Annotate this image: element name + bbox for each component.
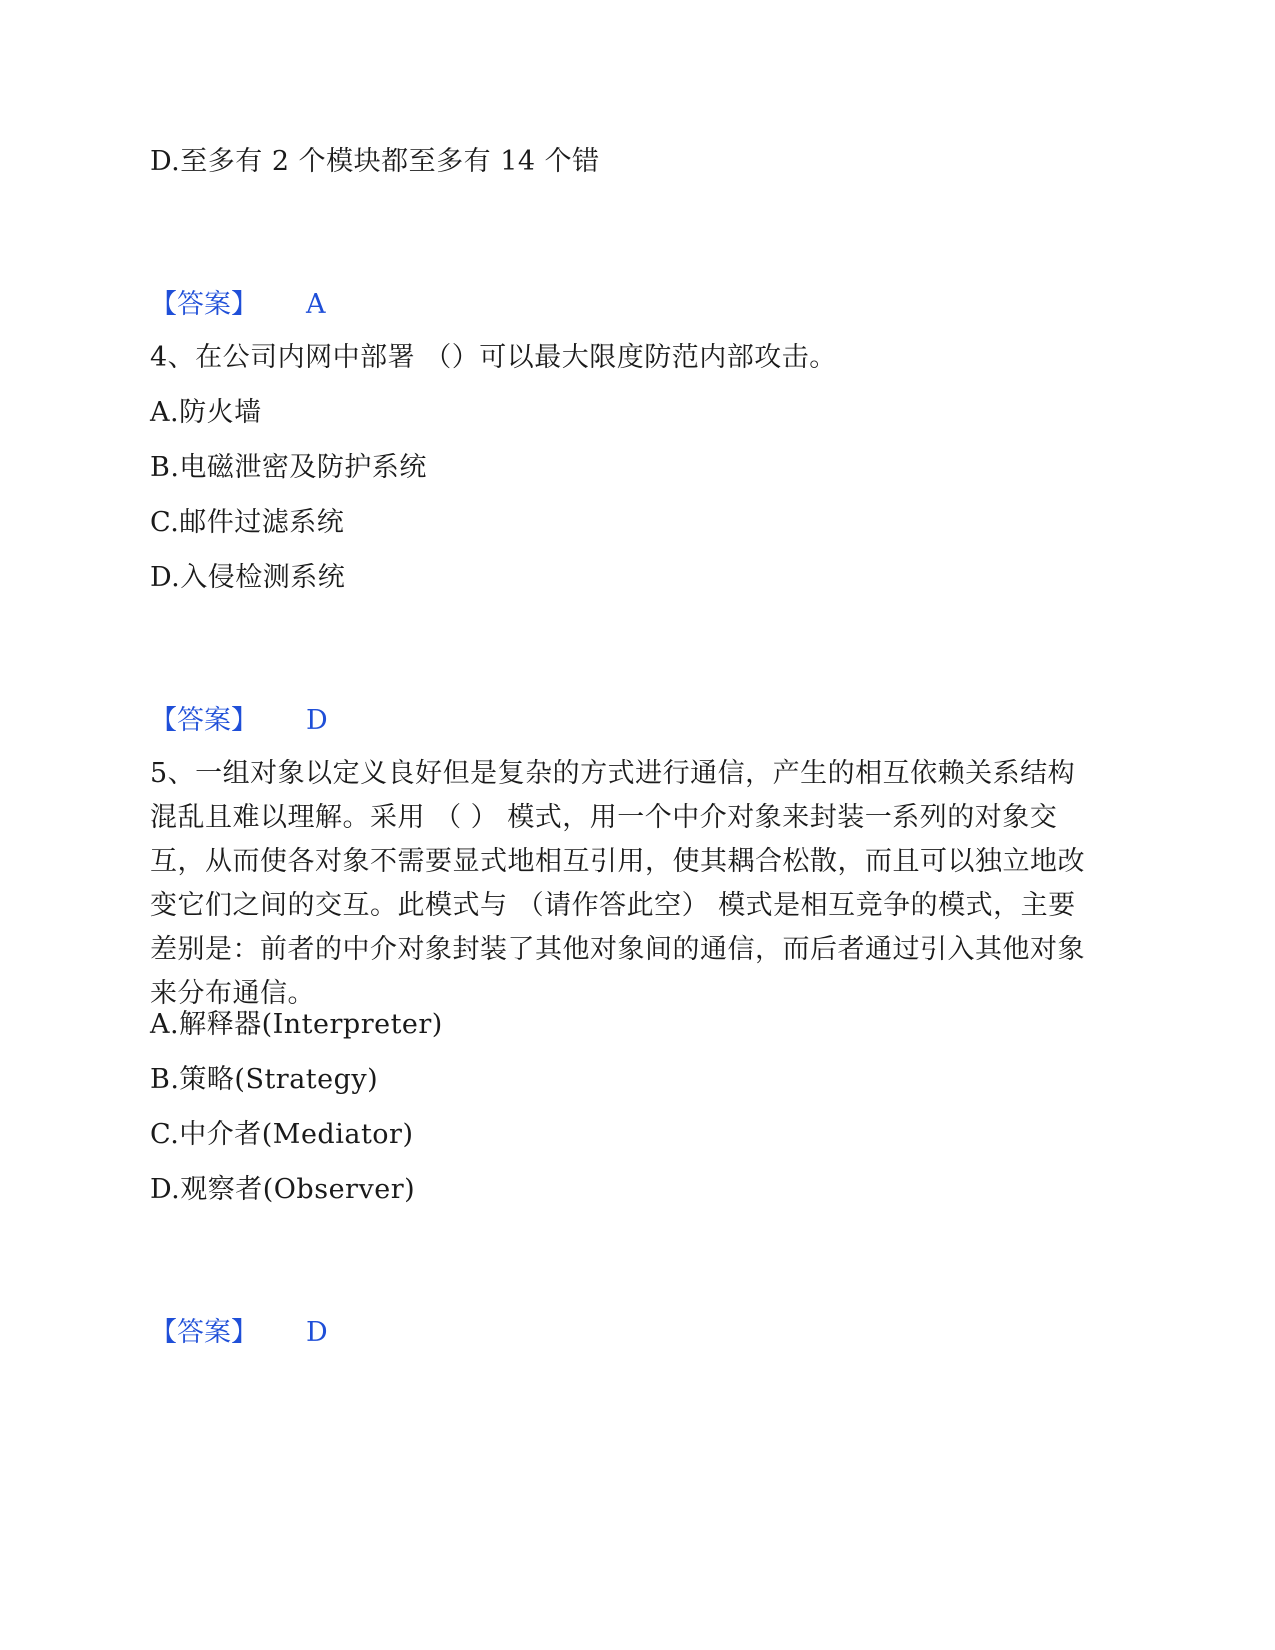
q4-option-b: B.电磁泄密及防护系统 bbox=[150, 452, 427, 483]
answer-value: A bbox=[306, 289, 326, 320]
answer-5 bbox=[150, 1318, 328, 1348]
q5-option-b: B.策略(Strategy) bbox=[150, 1064, 379, 1095]
answer-value: D bbox=[306, 705, 328, 736]
q4-option-c: C.邮件过滤系统 bbox=[150, 507, 345, 538]
answer-tag: 【答案】 bbox=[150, 705, 258, 736]
q3-option-d: D.至多有 2 个模块都至多有 14 个错 bbox=[150, 146, 600, 177]
answer-4 bbox=[150, 706, 328, 736]
q4-option-a: A.防火墙 bbox=[150, 397, 262, 428]
answer-tag: 【答案】 bbox=[150, 289, 258, 320]
q5-stem: 5、一组对象以定义良好但是复杂的方式进行通信，产生的相互依赖关系结构混乱且难以理解。采用 （ ） 模式，用一个中介对象来封装一系列的对象交互，从而使各对象不需要显式地相互引用，使其耦合松散，而且可以独立地改变它们之间的交互。此模式与 （请作答此空） 模式是相互竞争的模式，主要差别是：前者的中介对象封装了其他对象间的通信，而后者通过引入其他对象来分布通信。 bbox=[150, 758, 1085, 1009]
answer-3 bbox=[150, 290, 326, 320]
q4-stem: 4、在公司内网中部署 （）可以最大限度防范内部攻击。 bbox=[150, 342, 837, 373]
q5-option-d: D.观察者(Observer) bbox=[150, 1174, 416, 1205]
q5-option-a: A.解释器(Interpreter) bbox=[150, 1009, 443, 1040]
answer-tag: 【答案】 bbox=[150, 1317, 258, 1348]
q4-option-d: D.入侵检测系统 bbox=[150, 562, 346, 593]
q5-option-c: C.中介者(Mediator) bbox=[150, 1119, 414, 1150]
answer-value: D bbox=[306, 1317, 328, 1348]
